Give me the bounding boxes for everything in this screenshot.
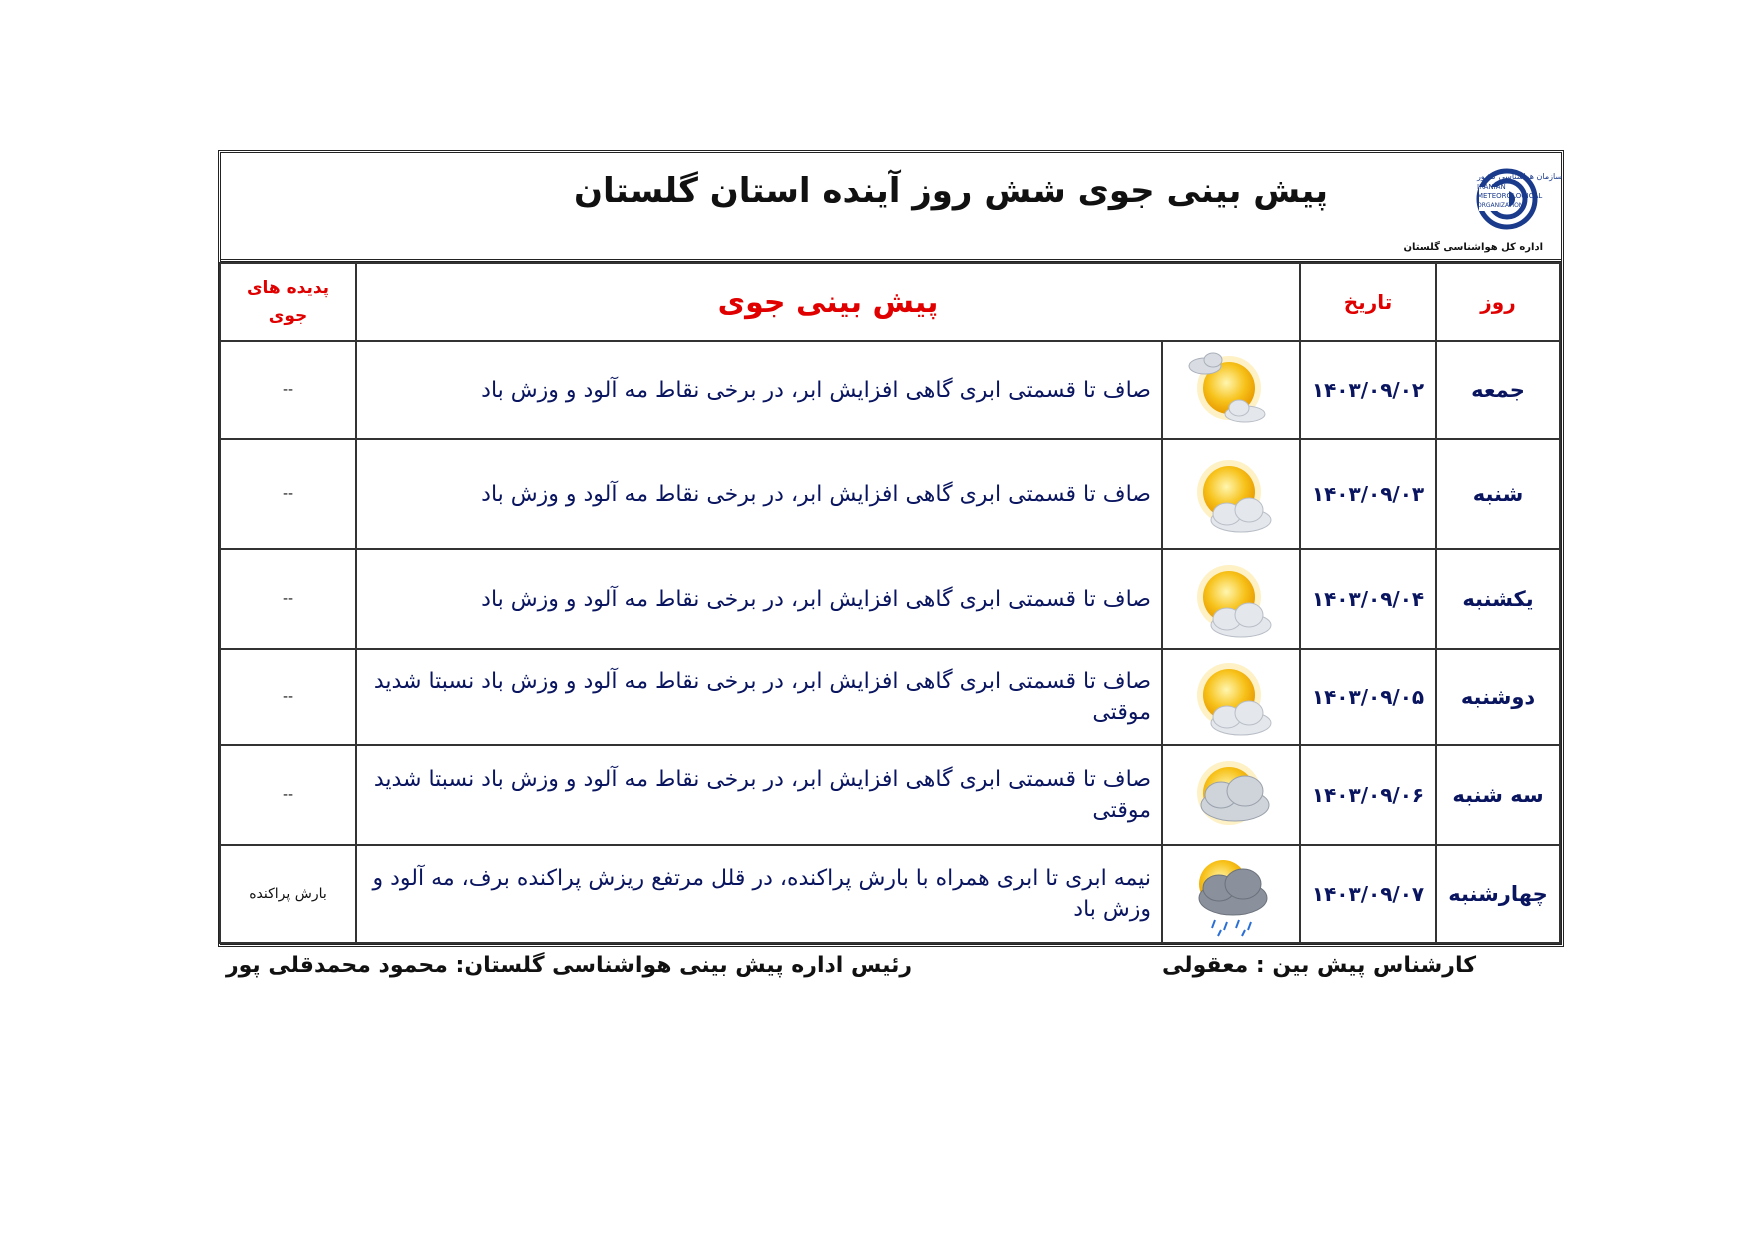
date-cell: ۱۴۰۳/۰۹/۰۴ — [1300, 549, 1436, 649]
meteorological-organization-logo — [1393, 165, 1563, 253]
day-cell: شنبه — [1436, 439, 1560, 549]
date-cell: ۱۴۰۳/۰۹/۰۷ — [1300, 845, 1436, 943]
date-cell: ۱۴۰۳/۰۹/۰۶ — [1300, 745, 1436, 845]
forecast-text-cell: صاف تا قسمتی ابری گاهی افزایش ابر، در برخی نقاط مه آلود و وزش باد — [356, 341, 1162, 439]
logo-emblem-icon — [1393, 165, 1563, 237]
table-row — [220, 341, 1560, 439]
forecast-text-cell: نیمه ابری تا ابری همراه با بارش پراکنده، در قلل مرتفع ریزش پراکنده برف، مه آلود و وزش باد — [356, 845, 1162, 943]
day-cell: جمعه — [1436, 341, 1560, 439]
column-header-day: روز — [1436, 263, 1560, 341]
title-row — [221, 153, 1561, 262]
weather-icon-cell — [1162, 845, 1300, 943]
weather-icon-cell — [1162, 341, 1300, 439]
weather-icon-cell — [1162, 745, 1300, 845]
table-row — [220, 745, 1560, 845]
phenomena-cell: -- — [220, 649, 356, 745]
sun-cloud-icon — [1183, 448, 1279, 540]
forecast-table — [219, 262, 1561, 944]
day-cell: چهارشنبه — [1436, 845, 1560, 943]
date-cell: ۱۴۰۳/۰۹/۰۳ — [1300, 439, 1436, 549]
page-title: پیش بینی جوی شش روز آینده استان گلستان — [574, 171, 1328, 211]
office-head-credit: رئیس اداره پیش بینی هواشناسی گلستان: محمود محمدقلی پور — [225, 953, 912, 978]
phenomena-cell: -- — [220, 341, 356, 439]
logo-org-label: اداره کل هواشناسی گلستان — [1403, 242, 1543, 253]
phenomena-cell: -- — [220, 549, 356, 649]
forecast-rows — [220, 341, 1560, 943]
column-header-phenomena-line2: جوی — [268, 306, 308, 326]
day-cell: سه شنبه — [1436, 745, 1560, 845]
weather-icon-cell — [1162, 549, 1300, 649]
footer — [218, 953, 1564, 993]
cloudy-sun-icon — [1183, 749, 1279, 841]
sun-cloud-icon — [1183, 553, 1279, 645]
logo-text-organization: ORGANIZATION — [1477, 202, 1524, 209]
weather-icon-cell — [1162, 649, 1300, 745]
forecast-sheet — [218, 150, 1564, 947]
day-cell: دوشنبه — [1436, 649, 1560, 745]
phenomena-cell: بارش پراکنده — [220, 845, 356, 943]
column-header-forecast: پیش بینی جوی — [356, 263, 1300, 341]
column-header-date: تاریخ — [1300, 263, 1436, 341]
column-header-phenomena — [220, 263, 356, 341]
forecast-text-cell: صاف تا قسمتی ابری گاهی افزایش ابر، در برخی نقاط مه آلود و وزش باد — [356, 549, 1162, 649]
table-header-row — [220, 263, 1560, 341]
phenomena-cell: -- — [220, 745, 356, 845]
forecast-text-cell: صاف تا قسمتی ابری گاهی افزایش ابر، در برخی نقاط مه آلود و وزش باد نسبتا شدید موقتی — [356, 745, 1162, 845]
rain-cloud-sun-icon — [1183, 848, 1279, 940]
phenomena-cell: -- — [220, 439, 356, 549]
sun-cloud-icon — [1183, 651, 1279, 743]
table-row — [220, 649, 1560, 745]
logo-text-iranian: IRANIAN — [1477, 183, 1506, 191]
table-row — [220, 845, 1560, 943]
logo-text-meteorological: METEOROLOGICAL — [1477, 192, 1543, 200]
forecast-text-cell: صاف تا قسمتی ابری گاهی افزایش ابر، در برخی نقاط مه آلود و وزش باد نسبتا شدید موقتی — [356, 649, 1162, 745]
day-cell: یکشنبه — [1436, 549, 1560, 649]
column-header-phenomena-line1: پدیده های — [246, 278, 330, 298]
table-row — [220, 439, 1560, 549]
forecast-text-cell: صاف تا قسمتی ابری گاهی افزایش ابر، در برخی نقاط مه آلود و وزش باد — [356, 439, 1162, 549]
partly-cloudy-sun-icon — [1183, 344, 1279, 436]
date-cell: ۱۴۰۳/۰۹/۰۵ — [1300, 649, 1436, 745]
logo-text-fa: سازمان هواشناسی کشور — [1477, 172, 1563, 181]
weather-icon-cell — [1162, 439, 1300, 549]
forecaster-credit: کارشناس پیش بین : معقولی — [1162, 953, 1476, 978]
date-cell: ۱۴۰۳/۰۹/۰۲ — [1300, 341, 1436, 439]
table-row — [220, 549, 1560, 649]
